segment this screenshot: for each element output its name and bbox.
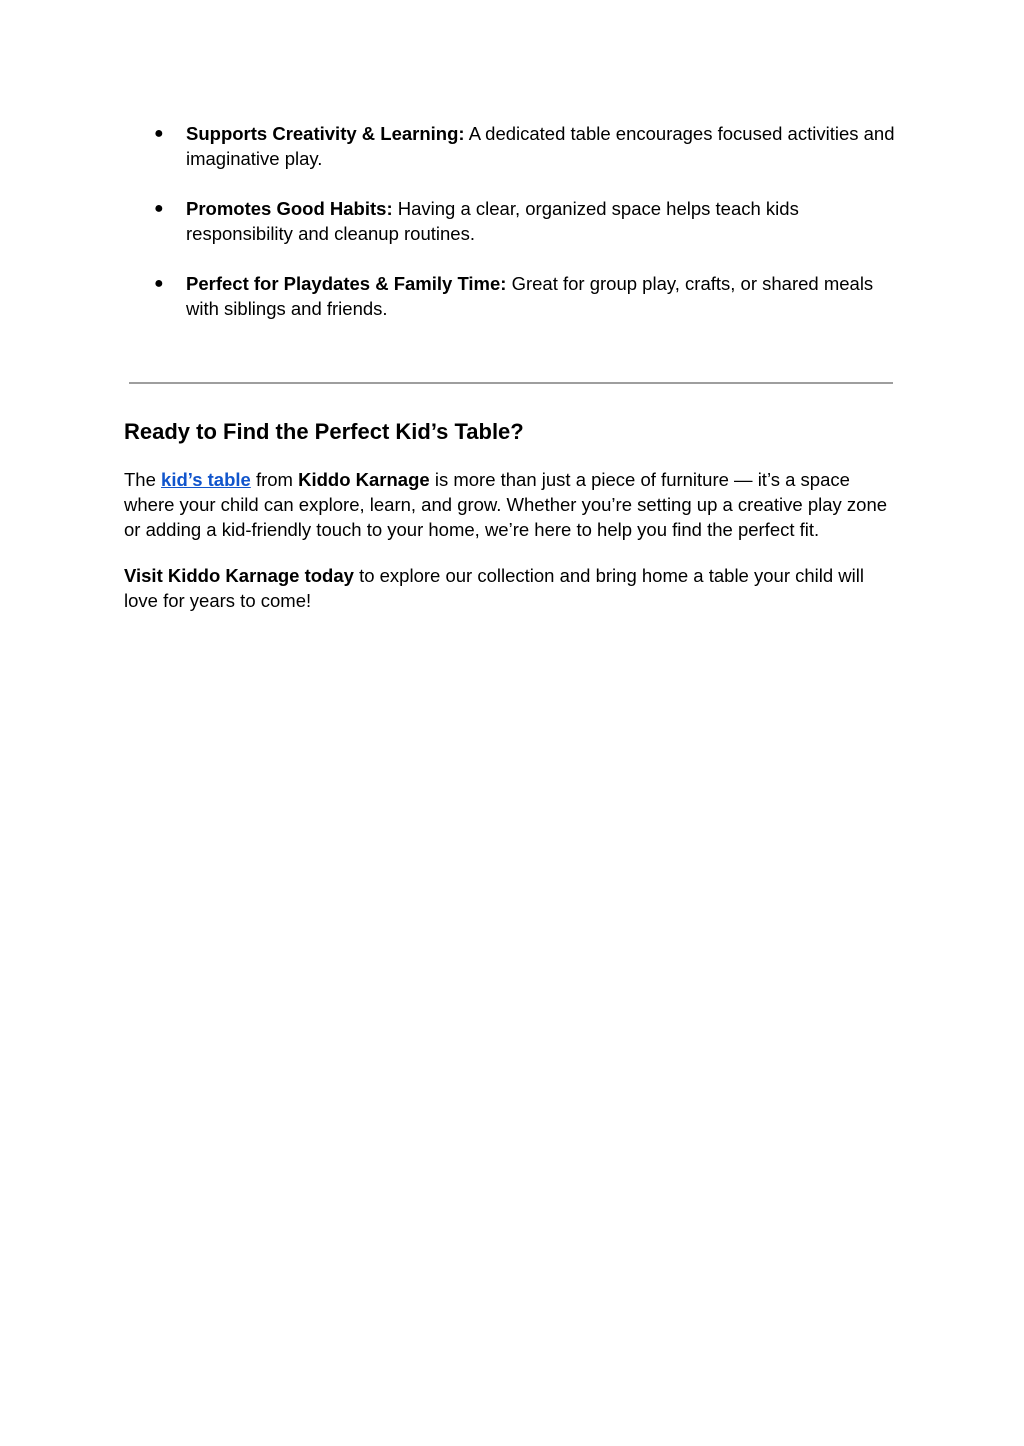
horizontal-divider (129, 382, 893, 384)
kids-table-link[interactable]: kid’s table (161, 469, 251, 490)
paragraph-text: from (250, 469, 299, 490)
list-item-text: A dedicated table encourages focused activities and imaginative play. (186, 123, 895, 169)
list-item-text: Having a clear, organized space helps teach kids responsibility and cleanup routines. (186, 198, 799, 244)
list-item (124, 121, 899, 171)
list-item-text: Great for group play, crafts, or shared meals with siblings and friends. (186, 273, 874, 319)
paragraph-text: The (124, 469, 162, 490)
bullet-icon: ● (154, 200, 164, 217)
benefits-list (124, 121, 899, 346)
bullet-icon: ● (154, 125, 164, 142)
call-to-action-bold: Visit Kiddo Karnage today (124, 565, 354, 586)
call-to-action-paragraph (124, 563, 899, 613)
paragraph-text: is more than just a piece of furniture — it’s a space where your child can explore, learn, and grow. Whether you’re setting up a creative play zone or adding a kid-friendly touch to your home, we’re here to help you find the perfect fit. (124, 469, 888, 540)
list-item-title: Promotes Good Habits: (186, 198, 393, 219)
paragraph-text: to explore our collection and bring home a table your child will love for years to come! (124, 565, 864, 611)
list-item (124, 271, 899, 321)
bullet-icon: ● (154, 275, 164, 292)
list-item (124, 196, 899, 246)
brand-name: Kiddo Karnage (298, 469, 430, 490)
section-heading: Ready to Find the Perfect Kid’s Table? (124, 419, 524, 444)
list-item-title: Perfect for Playdates & Family Time: (186, 273, 507, 294)
list-item-title: Supports Creativity & Learning: (186, 123, 465, 144)
intro-paragraph (124, 467, 899, 542)
